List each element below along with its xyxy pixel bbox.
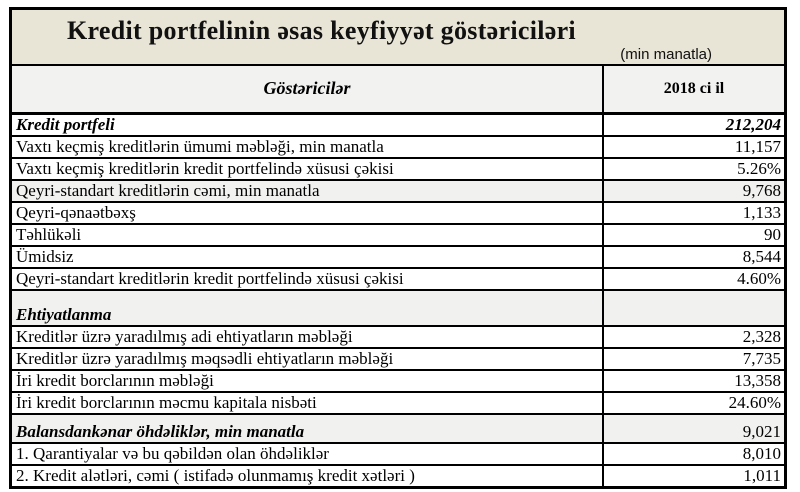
row-value: 9,768 xyxy=(603,180,784,202)
table-row xyxy=(12,224,784,246)
row-value: 212,204 xyxy=(603,113,784,136)
row-label: Balansdankənar öhdəliklər, min manatla xyxy=(12,414,603,443)
row-label: Kredit portfeli xyxy=(12,113,603,136)
row-label: 1. Qarantiyalar və bu qəbildən olan öhdəliklər xyxy=(12,443,603,465)
row-label: Ehtiyatlanma xyxy=(12,290,603,326)
row-label: Qeyri-standart kreditlərin kredit portfelində xüsusi çəkisi xyxy=(12,268,603,290)
row-value: 13,358 xyxy=(603,370,784,392)
row-label: 2. Kredit alətləri, cəmi ( istifadə olunmamış kredit xətləri ) xyxy=(12,465,603,486)
row-label: Vaxtı keçmiş kreditlərin ümumi məbləği, min manatla xyxy=(12,136,603,158)
table-row-section xyxy=(12,290,784,326)
table-row xyxy=(12,136,784,158)
table-row xyxy=(12,392,784,414)
row-label: Kreditlər üzrə yaradılmış məqsədli ehtiyatların məbləği xyxy=(12,348,603,370)
page-title: Kredit portfelinin əsas keyfiyyət göstəriciləri xyxy=(67,16,576,45)
row-value: 5.26% xyxy=(603,158,784,180)
table-row xyxy=(12,465,784,486)
row-value: 9,021 xyxy=(603,414,784,443)
row-label: Qeyri-qənaətbəxş xyxy=(12,202,603,224)
table-row xyxy=(12,326,784,348)
table-row xyxy=(12,113,784,136)
row-value: 1,133 xyxy=(603,202,784,224)
title-band xyxy=(12,10,784,66)
header-row xyxy=(12,66,784,113)
row-value: 24.60% xyxy=(603,392,784,414)
row-value: 7,735 xyxy=(603,348,784,370)
table-row xyxy=(12,180,784,202)
row-value: 8,010 xyxy=(603,443,784,465)
table-row xyxy=(12,443,784,465)
row-value: 1,011 xyxy=(603,465,784,486)
row-label: İri kredit borclarının məbləği xyxy=(12,370,603,392)
table-row-section xyxy=(12,414,784,443)
row-label: İri kredit borclarının məcmu kapitala nisbəti xyxy=(12,392,603,414)
row-label: Qeyri-standart kreditlərin cəmi, min manatla xyxy=(12,180,603,202)
report-table xyxy=(12,66,784,486)
row-label: Vaxtı keçmiş kreditlərin kredit portfelində xüsusi çəkisi xyxy=(12,158,603,180)
column-header-year: 2018 ci il xyxy=(603,66,784,113)
row-value: 4.60% xyxy=(603,268,784,290)
row-value: 2,328 xyxy=(603,326,784,348)
table-row xyxy=(12,268,784,290)
table-row xyxy=(12,246,784,268)
row-value: 8,544 xyxy=(603,246,784,268)
column-header-indicators: Göstəricilər xyxy=(12,66,603,113)
table-row xyxy=(12,202,784,224)
row-label: Təhlükəli xyxy=(12,224,603,246)
table-row xyxy=(12,348,784,370)
row-value: 90 xyxy=(603,224,784,246)
unit-note: (min manatla) xyxy=(620,46,712,63)
row-value: 11,157 xyxy=(603,136,784,158)
table-row xyxy=(12,158,784,180)
row-value xyxy=(603,290,784,326)
row-label: Kreditlər üzrə yaradılmış adi ehtiyatların məbləği xyxy=(12,326,603,348)
row-label: Ümidsiz xyxy=(12,246,603,268)
report-table-frame xyxy=(9,7,787,489)
table-row xyxy=(12,370,784,392)
